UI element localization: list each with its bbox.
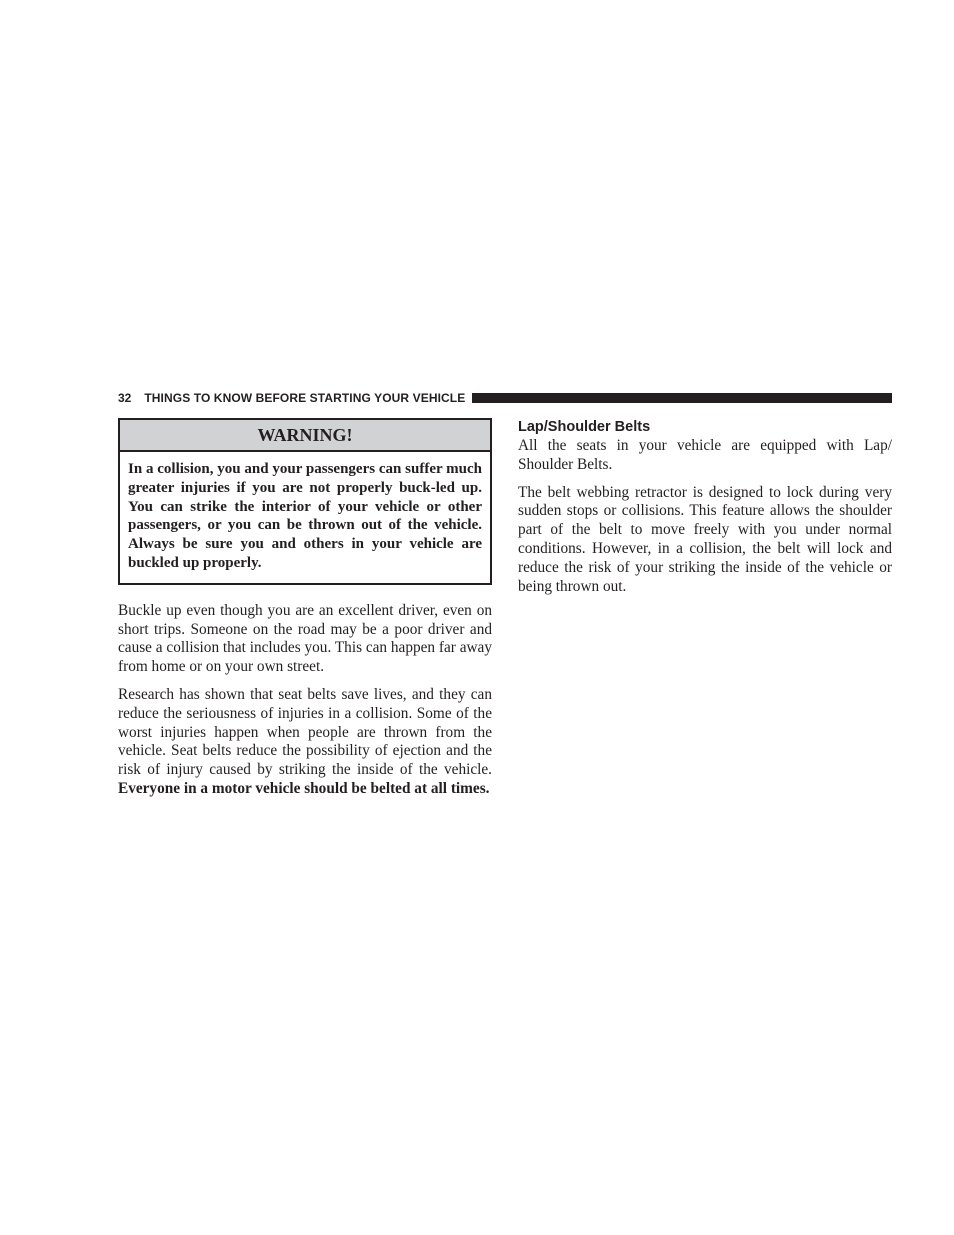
paragraph-research xyxy=(118,686,492,799)
page-number: 32 xyxy=(118,391,132,405)
paragraph-buckle-up: Buckle up even though you are an excellent driver, even on short trips. Someone on the road may be a poor driver and cause a collision that includes you. This can happen far away from home or on your own street. xyxy=(118,601,492,676)
paragraph-research-emphasis: Everyone in a motor vehicle should be belted at all times. xyxy=(118,779,490,797)
paragraph-research-text: Research has shown that seat belts save lives, and they can reduce the seriousness of injuries in a collision. Some of the worst injuries happen when people are thrown from the vehicle. Seat belts reduce the possibility of ejection and the risk of injury caused by striking the inside of the vehicle. xyxy=(118,685,492,779)
paragraph-seats-equipped: All the seats in your vehicle are equipped with Lap/ Shoulder Belts. xyxy=(518,437,892,473)
warning-text: In a collision, you and your passengers can suffer much greater injuries if you are not properly buck-led up. You can strike the interior of your vehicle or other passengers, or you can be thrown out of the vehicle. Always be sure you and others in your vehicle are buckled up properly. xyxy=(128,461,482,571)
section-title: THINGS TO KNOW BEFORE STARTING YOUR VEHICLE xyxy=(144,391,466,405)
warning-title: WARNING! xyxy=(120,420,490,452)
warning-box xyxy=(118,418,492,585)
header-rule-bar xyxy=(472,393,892,403)
left-column xyxy=(118,418,492,799)
paragraph-retractor: The belt webbing retractor is designed to lock during very sudden stops or collisions. This feature allows the shoulder part of the belt to move freely with you under normal conditions. However, in a collision, the belt will lock and reduce the risk of your striking the inside of the vehicle or being thrown out. xyxy=(518,483,892,595)
lap-shoulder-belts-heading: Lap/Shoulder Belts xyxy=(518,419,651,435)
page-header xyxy=(118,389,892,407)
right-column xyxy=(518,418,892,596)
